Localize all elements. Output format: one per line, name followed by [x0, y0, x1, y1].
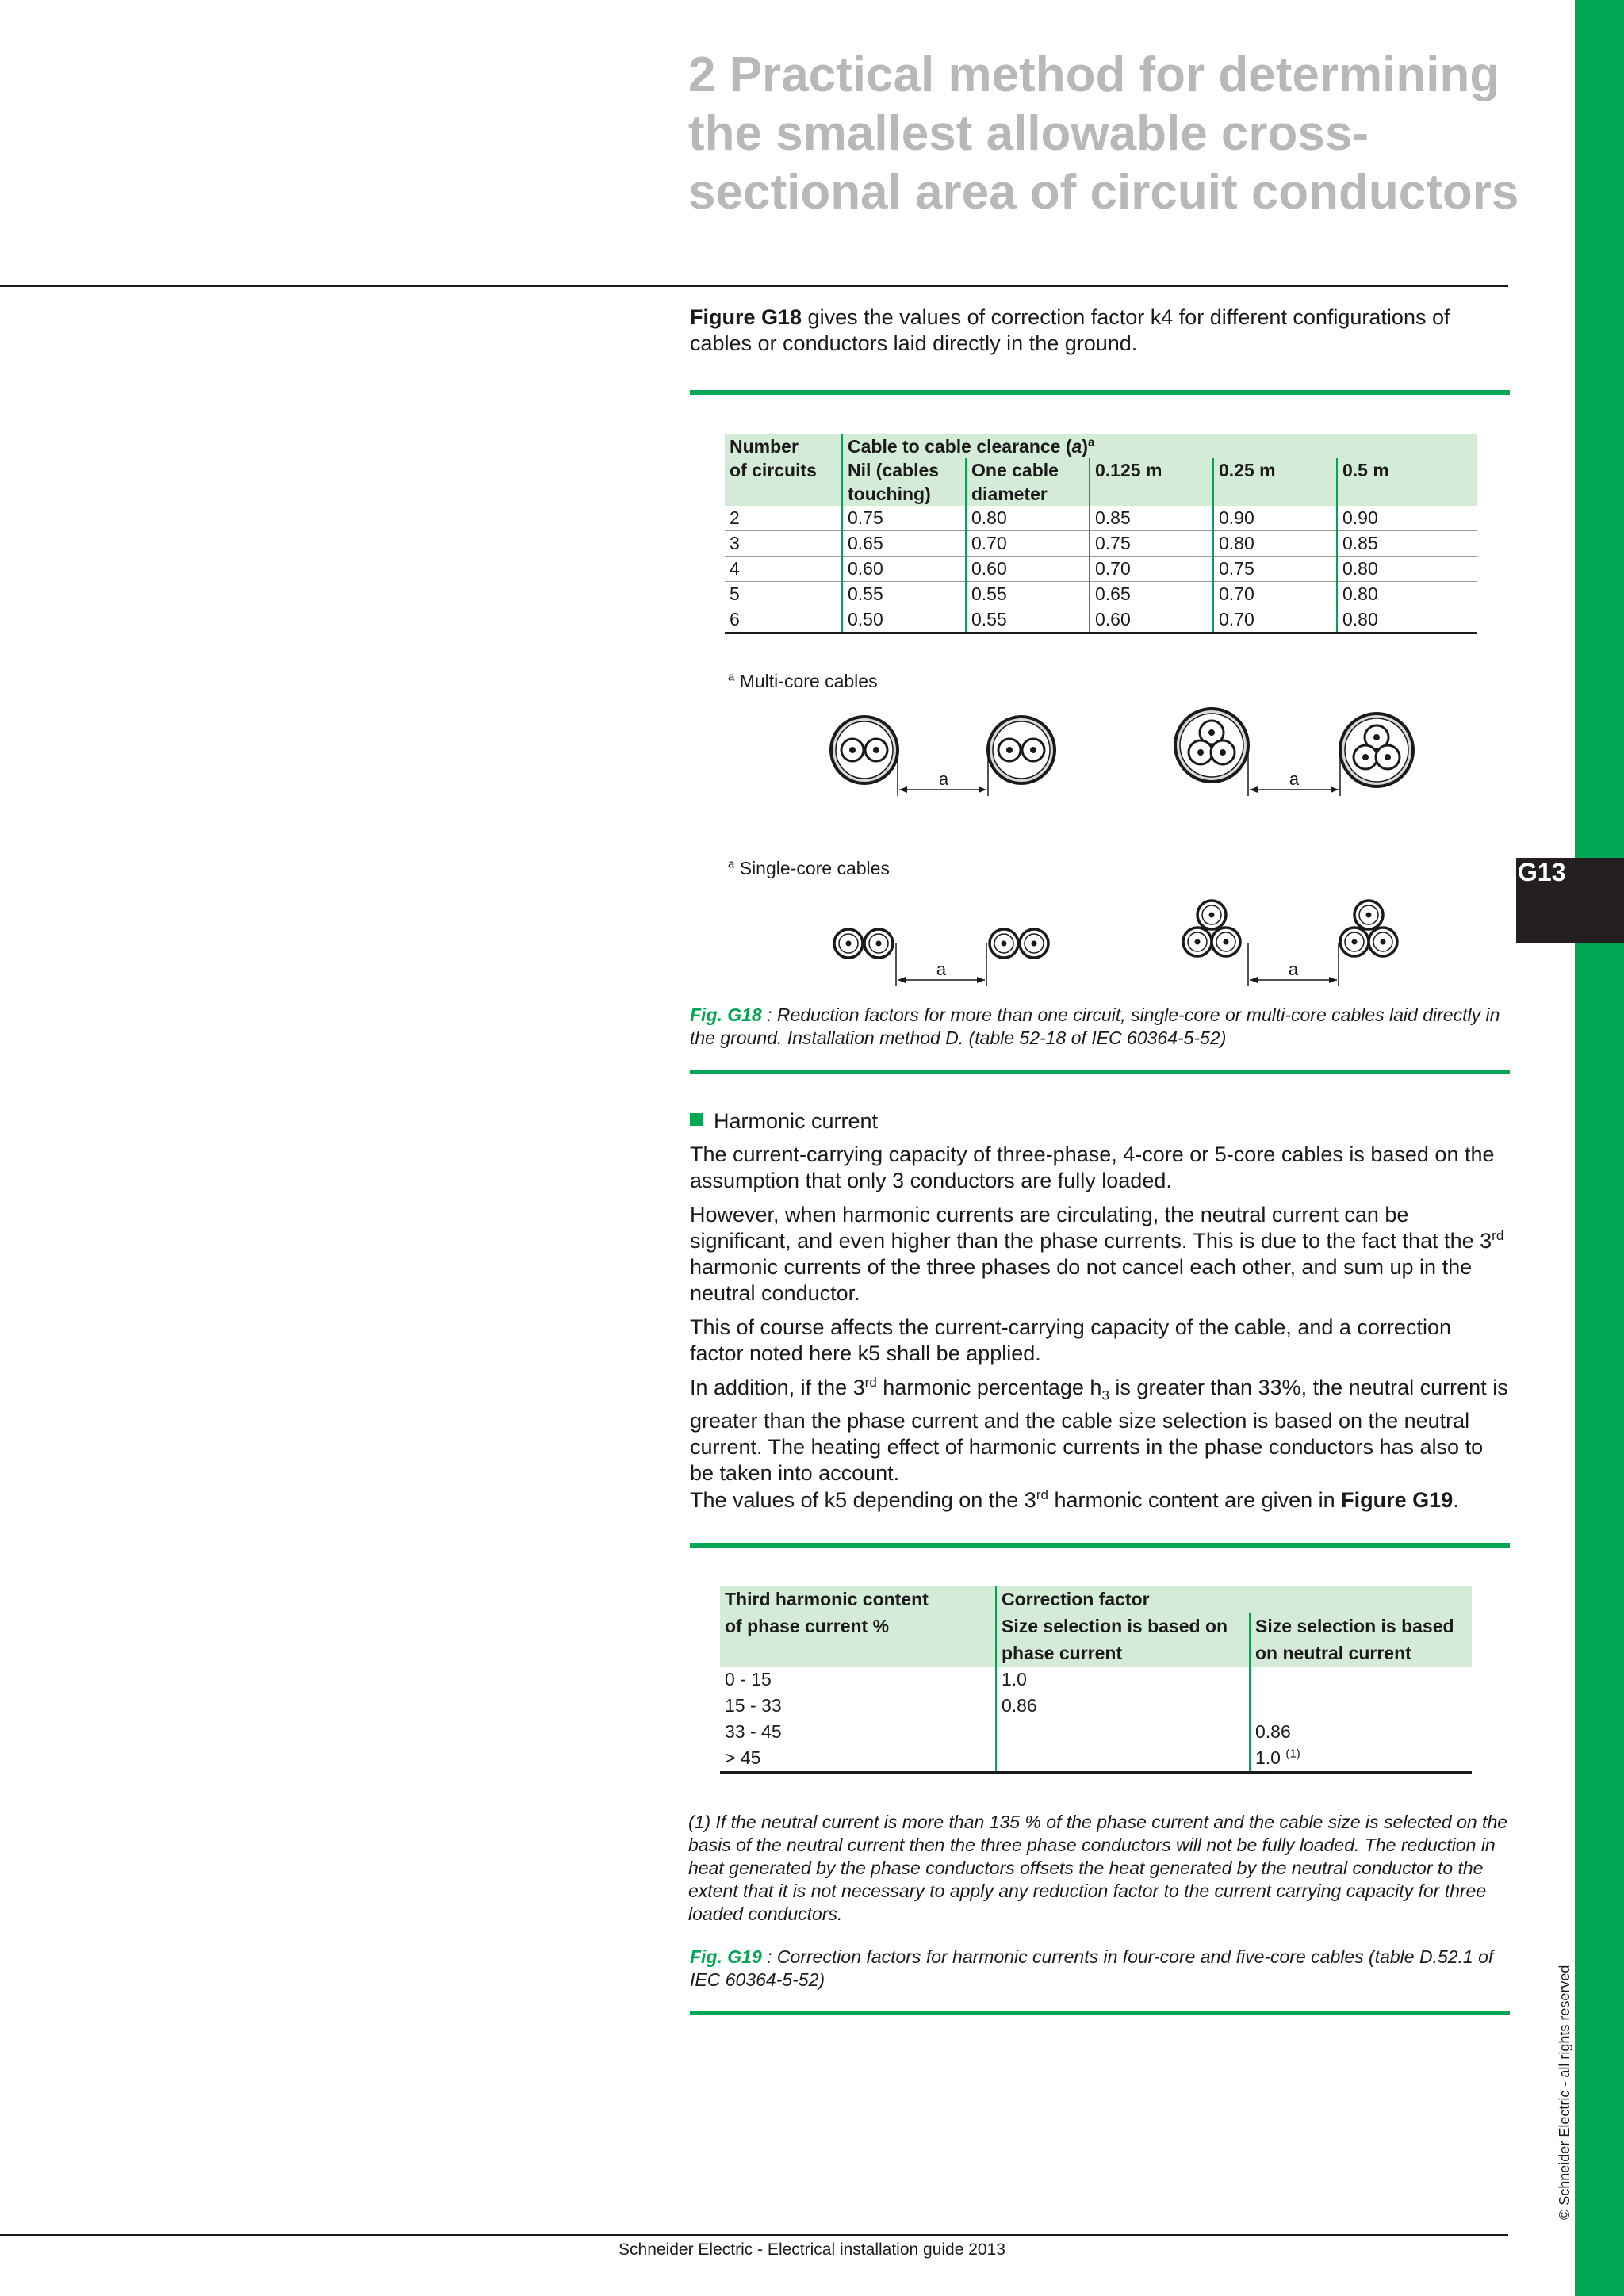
figure-g19-footnote: (1) If the neutral current is more than 135 % of the phase current and the cable size is selected on the basis of the neutral current then the three phase conductors will not be fully loaded. The reduction in heat generated by the phase conductors offsets the heat generated by the neutral conductor to the extent that it is not necessary to apply any reduction factor to the current carrying capacity for three loaded conductors. [688, 1812, 1508, 1924]
t18-cell: 0.75 [1213, 557, 1337, 582]
t18-clearance-sup: a [1087, 435, 1095, 450]
t18-cell: 0.70 [1213, 607, 1337, 633]
figure-g18-ref: Figure G18 [690, 305, 802, 329]
bullet-square-icon [690, 1113, 703, 1126]
t18-clearance-close: ) [1082, 436, 1088, 457]
figure-g18-top-rule [690, 390, 1510, 395]
t19-header-harmonic-2: of phase current % [720, 1613, 996, 1667]
table-row [725, 582, 1477, 607]
t18-cell: 0.90 [1213, 506, 1337, 531]
table-row [725, 531, 1477, 557]
page-title: 2 Practical method for determining the smallest allowable cross-sectional area of circuit conductors [688, 48, 1519, 220]
harmonic-paragraph-5 [690, 1487, 1508, 1513]
t18-cell: 0.85 [1337, 531, 1477, 557]
t18-cell: 0.80 [1337, 582, 1477, 607]
harmonic-heading-text: Harmonic current [714, 1109, 879, 1133]
page-tab-label: G13 [1518, 858, 1566, 886]
harmonic-paragraph-2 [690, 1202, 1508, 1307]
intro-text: gives the values of correction factor k4 for different configurations of cables or conductors laid directly in the ground. [690, 305, 1450, 355]
footer-text: Schneider Electric - Electrical installation guide 2013 [619, 2241, 1005, 2259]
p2-sup: rd [1492, 1228, 1504, 1243]
footer-rule [0, 2234, 1508, 2236]
t18-cell: 0.60 [966, 557, 1090, 582]
t18-subheader: Nil (cables touching) [842, 458, 966, 506]
table-g19 [720, 1586, 1472, 1774]
table-row [725, 557, 1477, 582]
harmonic-paragraph-1: The current-carrying capacity of three-phase, 4-core or 5-core cables is based on the assumption that only 3 conductors are fully loaded. [690, 1142, 1495, 1192]
page-footer [0, 2241, 1624, 2260]
t19-cell: 33 - 45 [725, 1721, 782, 1742]
multi-core-dim-label-1: a [938, 769, 949, 789]
t19-cell: 15 - 33 [725, 1695, 782, 1716]
p2-text-b: harmonic currents of the three phases do not cancel each other, and sum up in the neutral conductor. [690, 1255, 1473, 1305]
p5-text-b: harmonic content are given in [1048, 1488, 1342, 1512]
single-core-cables-diagram [817, 893, 1435, 988]
t18-cell: 0.55 [966, 582, 1090, 607]
p4-text-b: harmonic percentage h [876, 1376, 1102, 1399]
figure-g19-ref: Figure G19 [1341, 1488, 1454, 1512]
t19-last-value: 1.0 [1255, 1747, 1286, 1768]
table-row [720, 1719, 1472, 1745]
figure-g18-bottom-rule [690, 1070, 1510, 1074]
t18-cell: 0.70 [1090, 557, 1213, 582]
t19-subheader-phase: Size selection is based on phase current [996, 1613, 1250, 1667]
harmonic-paragraph-4 [690, 1375, 1508, 1487]
t18-cell: 6 [725, 607, 842, 633]
t19-subheader-neutral: Size selection is based on neutral current [1250, 1613, 1472, 1667]
t19-cell: 1.0 [996, 1667, 1250, 1693]
p5-sup: rd [1036, 1487, 1048, 1502]
table-row [720, 1745, 1472, 1773]
t18-cell: 2 [725, 506, 842, 531]
side-color-bar [1575, 0, 1624, 2296]
p5-end: . [1453, 1488, 1459, 1512]
t19-header-harmonic-1: Third harmonic content [720, 1586, 996, 1613]
single-core-text: Single-core cables [734, 858, 890, 878]
p2-text-a: However, when harmonic currents are circulating, the neutral current can be significant, and even higher than the phase currents. This is due to the fact that the 3 [690, 1203, 1492, 1253]
t18-header-circuits-2: of circuits [725, 458, 842, 506]
t18-cell: 3 [725, 531, 842, 557]
t18-subheader: 0.125 m [1090, 458, 1213, 506]
t18-cell: 4 [725, 557, 842, 582]
p4-text-c: is greater than 33%, the neutral current is greater than the phase current and the cable size selection is based on the neutral current. The heating effect of harmonic currents in the phase conductors has also to be taken into account. [690, 1376, 1508, 1486]
t18-clearance-label: Cable to cable clearance ( [848, 436, 1072, 457]
copyright-notice: © Schneider Electric - all rights reserved [1557, 1965, 1572, 2220]
page-tab [1516, 858, 1624, 943]
figure-g19-bottom-rule [690, 2011, 1510, 2015]
t18-subheader: 0.5 m [1337, 458, 1477, 506]
t18-cell: 0.75 [1090, 531, 1213, 557]
t18-cell: 0.70 [966, 531, 1090, 557]
t19-cell: 0.86 [996, 1693, 1250, 1719]
t19-cell [996, 1745, 1250, 1773]
figure-g19-caption [690, 1946, 1515, 1992]
header-rule [0, 285, 1508, 287]
t19-cell: 0 - 15 [725, 1669, 772, 1689]
single-core-sup: a [728, 857, 735, 871]
multi-core-sup: a [728, 670, 735, 684]
harmonic-heading [690, 1107, 878, 1135]
t18-cell: 0.60 [842, 557, 966, 582]
figure-g18-caption-text: : Reduction factors for more than one circuit, single-core or multi-core cables laid directly in the ground. Installation method D. (table 52-18 of IEC 60364-5-52) [690, 1004, 1500, 1048]
figure-g18-caption [690, 1004, 1515, 1050]
t18-cell: 0.80 [1213, 531, 1337, 557]
multi-core-label [728, 671, 878, 692]
t18-cell: 0.55 [842, 582, 966, 607]
table-row [725, 607, 1477, 633]
p4-text-a: In addition, if the 3 [690, 1376, 865, 1399]
t19-footnote-sup: (1) [1285, 1747, 1300, 1761]
p5-text-a: The values of k5 depending on the 3 [690, 1488, 1036, 1512]
t18-cell: 0.75 [842, 506, 966, 531]
t18-cell: 0.65 [842, 531, 966, 557]
table-row [720, 1693, 1472, 1719]
figure-g19-label: Fig. G19 [690, 1946, 762, 1967]
t19-cell: 0.86 [1250, 1719, 1472, 1745]
t18-cell: 0.65 [1090, 582, 1213, 607]
t18-cell: 0.80 [966, 506, 1090, 531]
t18-cell: 0.50 [842, 607, 966, 633]
single-core-label [728, 858, 890, 879]
t18-cell: 0.80 [1337, 557, 1477, 582]
table-row [725, 506, 1477, 531]
harmonic-paragraph-3: This of course affects the current-carrying capacity of the cable, and a correction factor noted here k5 shall be applied. [690, 1315, 1451, 1365]
t19-header-correction: Correction factor [996, 1586, 1472, 1613]
t18-header-clearance [842, 434, 1477, 458]
multi-core-text: Multi-core cables [734, 671, 878, 691]
p4-sub: 3 [1101, 1387, 1109, 1403]
t18-subheader: 0.25 m [1213, 458, 1337, 506]
figure-g19-caption-text: : Correction factors for harmonic currents in four-core and five-core cables (table D.52.1 of IEC 60364-5-52) [690, 1946, 1494, 1990]
t18-cell: 0.55 [966, 607, 1090, 633]
t18-clearance-var: a [1071, 436, 1082, 457]
t18-header-circuits-1: Number [725, 434, 842, 458]
t19-cell [996, 1719, 1250, 1745]
single-core-dim-label-2: a [1288, 959, 1299, 979]
intro-paragraph [690, 304, 1508, 357]
table-g18 [725, 434, 1477, 634]
t18-cell: 0.70 [1213, 582, 1337, 607]
t18-cell: 0.60 [1090, 607, 1213, 633]
t18-cell: 0.90 [1337, 506, 1477, 531]
t19-cell [1250, 1667, 1472, 1693]
t19-cell [1250, 1745, 1472, 1773]
t18-cell: 0.85 [1090, 506, 1213, 531]
t18-subheader: One cable diameter [966, 458, 1090, 506]
multi-core-cables-diagram [817, 701, 1435, 804]
p4-sup: rd [864, 1375, 877, 1390]
table-row [720, 1667, 1472, 1693]
t19-cell: > 45 [720, 1745, 996, 1773]
figure-g19-top-rule [690, 1543, 1510, 1548]
t18-cell: 0.80 [1337, 607, 1477, 633]
multi-core-dim-label-2: a [1289, 769, 1300, 789]
single-core-dim-label-1: a [936, 959, 947, 979]
figure-g18-label: Fig. G18 [690, 1004, 762, 1025]
t19-cell [1250, 1693, 1472, 1719]
t18-cell: 5 [725, 582, 842, 607]
